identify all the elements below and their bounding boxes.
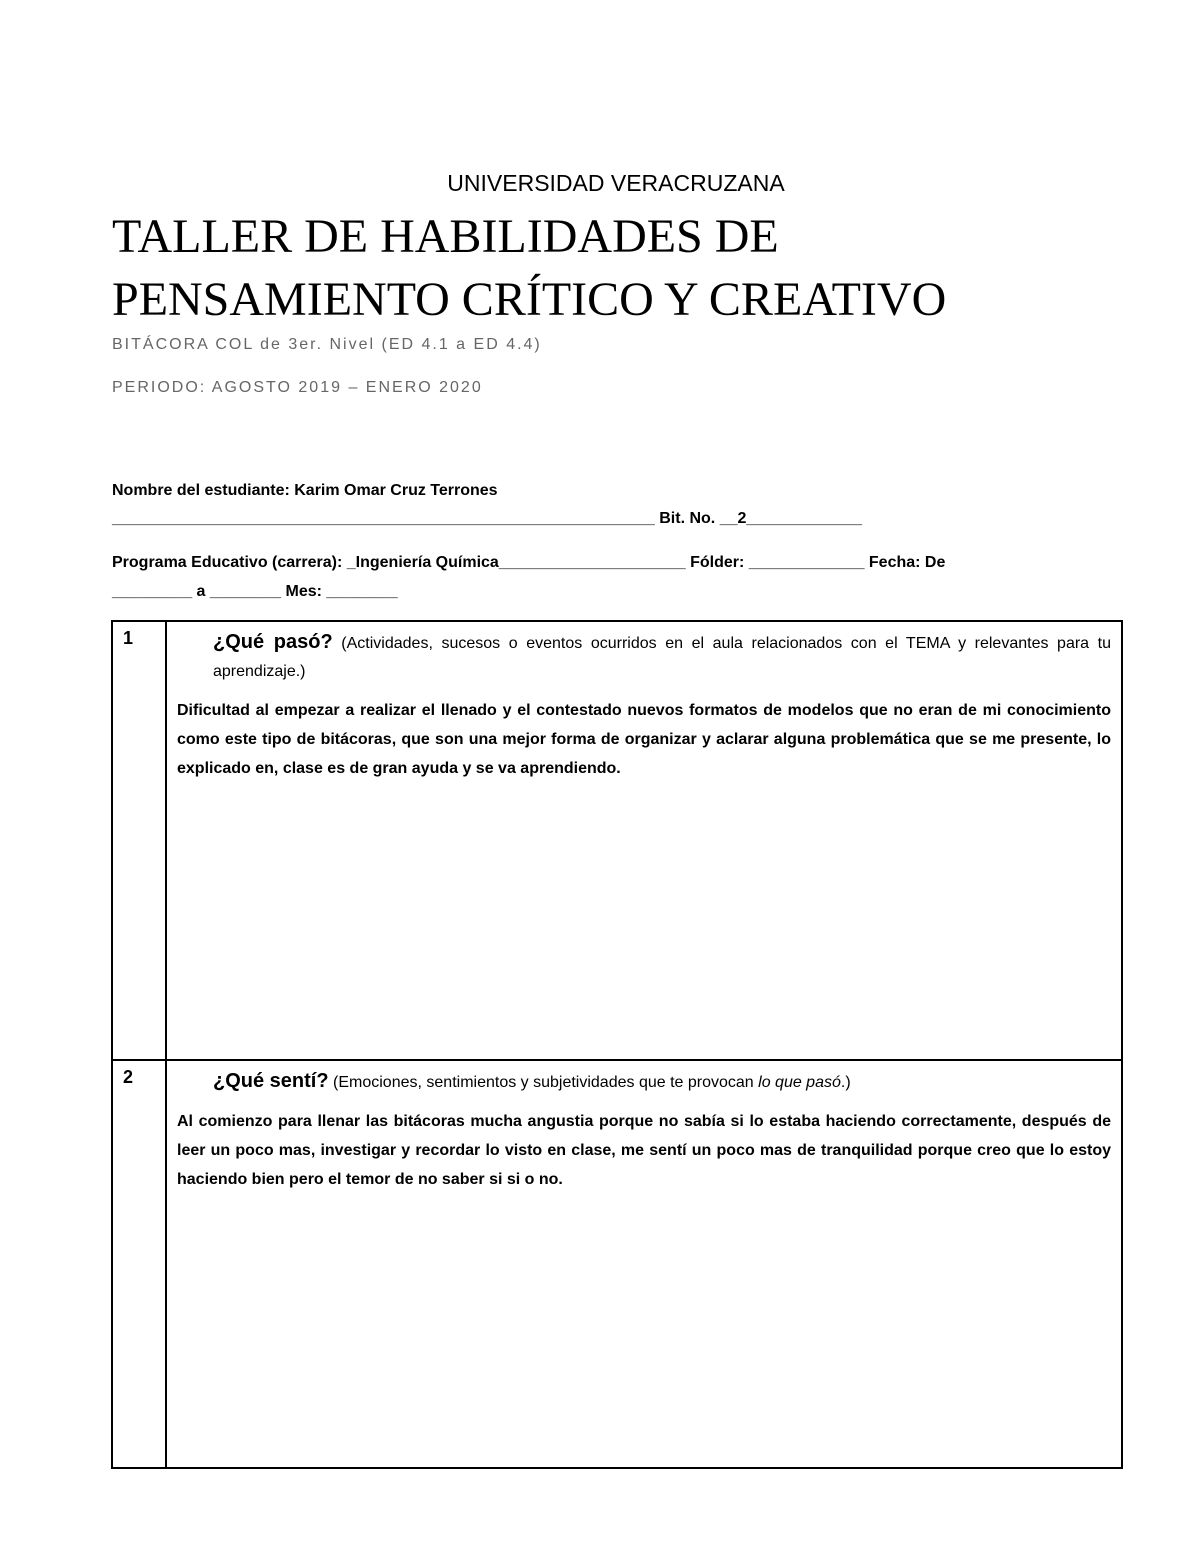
workshop-title-line-2: PENSAMIENTO CRÍTICO Y CREATIVO: [112, 273, 947, 326]
log-table: [111, 620, 1123, 1469]
section-answer: Dificultad al empezar a realizar el llenado y el contestado nuevos formatos de modelos que no eran de mi conocimiento como este tipo de bitácoras, que son una mejor forma de organizar y aclarar alguna problemática que se me presente, lo explicado en, clase es de gran ayuda y se va aprendiendo.: [177, 702, 1111, 777]
program-field: Programa Educativo (carrera): _Ingeniería Química_____________________ Fólder: _____________ Fecha: De: [112, 554, 946, 571]
student-name-field: Nombre del estudiante: Karim Omar Cruz Terrones: [112, 482, 498, 499]
section-question: ¿Qué sentí?: [213, 1070, 329, 1092]
section-row: [112, 621, 1122, 1060]
university-name: UNIVERSIDAD VERACRUZANA: [447, 170, 785, 196]
bit-number-field: _____________________________________________________________ Bit. No. __2_____________: [112, 510, 863, 527]
section-instruction-italic: lo que pasó: [758, 1074, 841, 1091]
section-instruction: (Actividades, sucesos o eventos ocurridos en el aula relacionados con el TEMA y relevantes para tu aprendizaje.): [213, 635, 1112, 680]
section-answer: Al comienzo para llenar las bitácoras mucha angustia porque no sabía si lo estaba haciendo correctamente, después de leer un poco mas, investigar y recordar lo visto en clase, me sentí un poco mas de tranquilidad porque creo que lo estoy haciendo bien pero el temor de no saber si si o no.: [177, 1113, 1111, 1188]
section-prompt: [167, 622, 1121, 686]
section-number-cell: [112, 1060, 166, 1468]
section-number-cell: [112, 621, 166, 1060]
workshop-title-line-1: TALLER DE HABILIDADES DE: [112, 210, 779, 263]
period-label: PERIODO: AGOSTO 2019 – ENERO 2020: [112, 379, 483, 396]
section-number: 2: [123, 1067, 134, 1087]
log-subtitle: BITÁCORA COL de 3er. Nivel (ED 4.1 a ED 4.4): [112, 336, 542, 353]
date-field: _________ a ________ Mes: ________: [112, 583, 398, 600]
section-row: [112, 1060, 1122, 1468]
section-instruction: (Emociones, sentimientos y subjetividades que te provocan: [328, 1074, 759, 1091]
section-content-cell: [166, 621, 1122, 1060]
section-question: ¿Qué pasó?: [213, 631, 333, 653]
section-instruction-end: .): [840, 1074, 851, 1091]
section-content-cell: [166, 1060, 1122, 1468]
section-prompt: [167, 1061, 1121, 1097]
section-number: 1: [123, 628, 134, 648]
